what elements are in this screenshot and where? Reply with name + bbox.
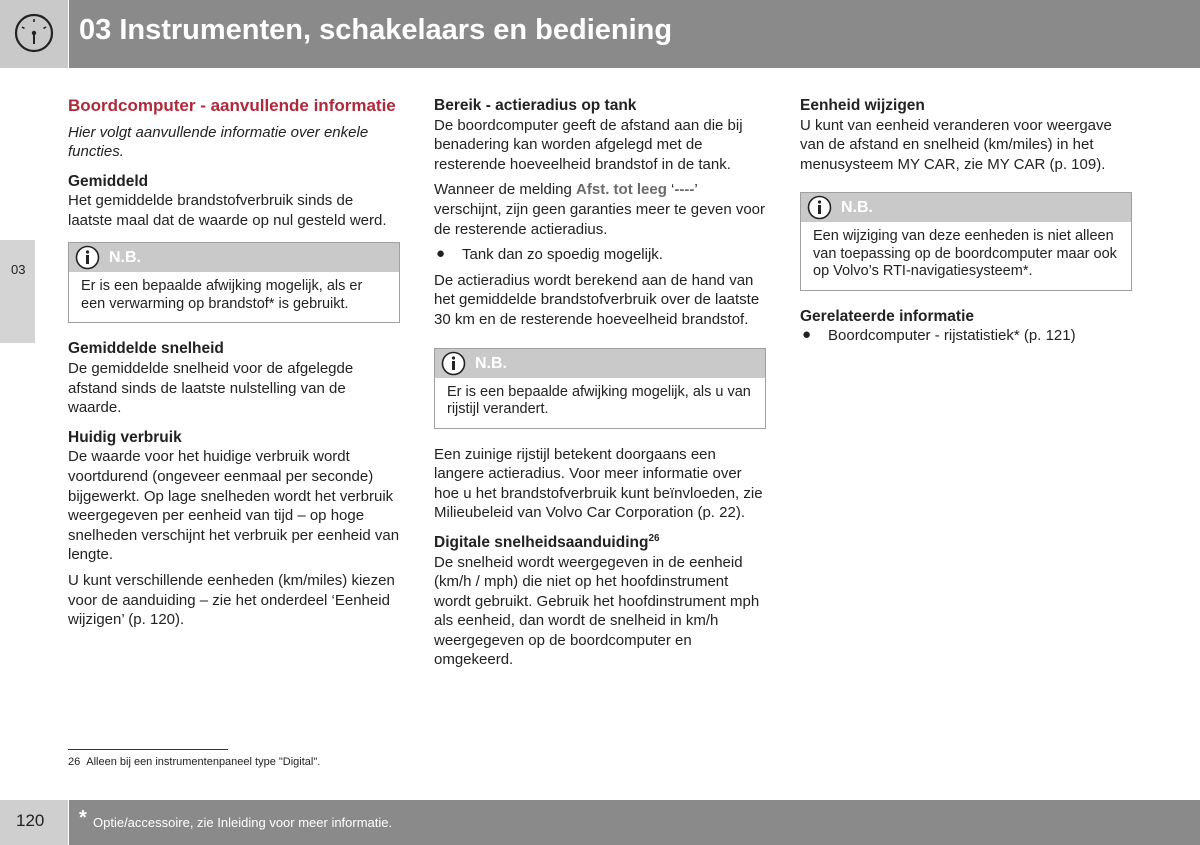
zuinig-text: Een zuinige rijstijl betekent doorgaans een langere actieradius. Voor meer informatie over hoe u het brandstofverbruik kunt beïnvloeden, zie Milieubeleid van Volvo Car Corporation (p. 22). — [434, 445, 763, 522]
footer-bar — [69, 800, 1200, 845]
nb-label: N.B. — [841, 199, 873, 217]
melding-pre: Wanneer de melding — [434, 181, 577, 199]
gemiddelde-snelheid-heading: Gemiddelde snelheid — [68, 340, 224, 358]
gemiddeld-heading: Gemiddeld — [68, 172, 149, 190]
side-tab-label: 03 — [11, 262, 26, 277]
nb-header — [69, 243, 399, 272]
footnote-number: 26 — [68, 756, 81, 768]
related-link[interactable]: Boordcomputer - rijstatistiek* (p. 121) — [828, 327, 1076, 345]
footnote-divider — [68, 749, 228, 750]
info-icon — [807, 195, 832, 220]
nb-box-3 — [800, 192, 1132, 291]
footnote-text: Alleen bij een instrumentenpaneel type "Digital". — [86, 756, 321, 768]
header-bar — [69, 0, 1200, 68]
gemiddelde-snelheid-text: De gemiddelde snelheid voor de afgelegde afstand sinds de laatste nulstelling van de waarde. — [68, 360, 354, 417]
gemiddeld-text: Het gemiddelde brandstofverbruik sinds de laatste maal dat de waarde op nul gesteld werd. — [68, 192, 387, 229]
gauge-icon — [14, 13, 54, 53]
bullet-icon: ● — [802, 326, 812, 344]
digitale-heading — [434, 533, 766, 553]
page-number: 120 — [16, 811, 45, 830]
chapter-title: 03 Instrumenten, schakelaars en bediening — [79, 14, 673, 46]
nb-text: Een wijziging van deze eenheden is niet alleen van toepassing op de boordcomputer maar ook op Volvo’s RTI-navigatiesysteem*. — [813, 228, 1117, 280]
column-3 — [800, 96, 1132, 346]
page-footer — [0, 800, 1200, 845]
nb-text: Er is een bepaalde afwijking mogelijk, als u van rijstijl verandert. — [447, 383, 751, 418]
gerelateerde-heading: Gerelateerde informatie — [800, 307, 975, 325]
nb-text: Er is een bepaalde afwijking mogelijk, als er een verwarming op brandstof* is gebruikt. — [81, 278, 363, 312]
info-icon — [75, 245, 100, 270]
nb-label: N.B. — [109, 249, 141, 267]
column-1 — [68, 96, 400, 630]
nb-label: N.B. — [475, 354, 507, 372]
bullet-text: Tank dan zo spoedig mogelijk. — [462, 246, 663, 264]
star-marker: * — [79, 807, 87, 829]
page-header — [0, 0, 1200, 68]
melding-post: ’ verschijnt, zijn geen garanties meer te geven voor de resterende actieradius. — [434, 181, 766, 238]
huidig-verbruik-text: De waarde voor het huidige verbruik wordt voortdurend (ongeveer eenmaal per seconde) bijgewerkt. Op lage snelheden wordt het verbruik weergegeven per eenheid van tijd – op hoge snelheden verschijnt het verbruik per eenheid van lengte. — [68, 448, 400, 564]
huidig-verbruik-heading: Huidig verbruik — [68, 428, 182, 446]
list-item — [434, 245, 766, 265]
page-number-box — [0, 800, 68, 845]
display-message: Afst. tot leeg — [576, 181, 667, 199]
intro-text: Hier volgt aanvullende informatie over enkele functies. — [68, 123, 369, 161]
section-title: Boordcomputer - aanvullende informatie — [68, 96, 396, 115]
eenheid-text: U kunt van eenheid veranderen voor weergave van de afstand en snelheid (km/miles) in het menusysteem MY CAR, zie MY CAR (p. 109). — [800, 116, 1112, 173]
nb-header — [801, 193, 1131, 222]
list-item — [800, 326, 1132, 346]
chapter-side-tab — [0, 240, 35, 343]
chapter-icon-box — [0, 0, 68, 68]
digitale-text: De snelheid wordt weergegeven in de eenheid (km/h / mph) die niet op het hoofdinstrument wordt gebruikt. Gebruik het hoofdinstrument mph als eenheid, dan wordt de snelheid in km/h weergegeven op de boordcomputer en omgekeerd. — [434, 553, 760, 669]
footer-note: Optie/accessoire, zie Inleiding voor meer informatie. — [93, 815, 393, 830]
nb-box-2 — [434, 348, 766, 429]
digitale-heading-text: Digitale snelheidsaanduiding — [434, 533, 649, 551]
bereik-heading: Bereik - actieradius op tank — [434, 97, 637, 114]
info-icon — [441, 351, 466, 376]
actieradius-text: De actieradius wordt berekend aan de hand van het gemiddelde brandstofverbruik over de laatste 30 km en de resterende hoeveelheid brandstof. — [434, 271, 760, 328]
eenheden-text: U kunt verschillende eenheden (km/miles) kiezen voor de aanduiding – zie het onderdeel ‘Eenheid wijzigen’ (p. 120). — [68, 572, 395, 629]
eenheid-heading: Eenheid wijzigen — [800, 97, 925, 114]
bullet-icon: ● — [436, 245, 446, 263]
bereik-text: De boordcomputer geeft de afstand aan die bij benadering kan worden afgelegd met de resterende hoeveelheid brandstof in de tank. — [434, 116, 743, 173]
footnote-ref: 26 — [648, 532, 660, 544]
nb-header — [435, 349, 765, 378]
nb-box-1 — [68, 242, 400, 323]
melding-text — [434, 180, 766, 239]
column-2 — [434, 96, 766, 670]
melding-quote-open: ‘ — [666, 181, 675, 199]
display-dashes: ---- — [674, 181, 695, 199]
footnote — [68, 756, 320, 768]
